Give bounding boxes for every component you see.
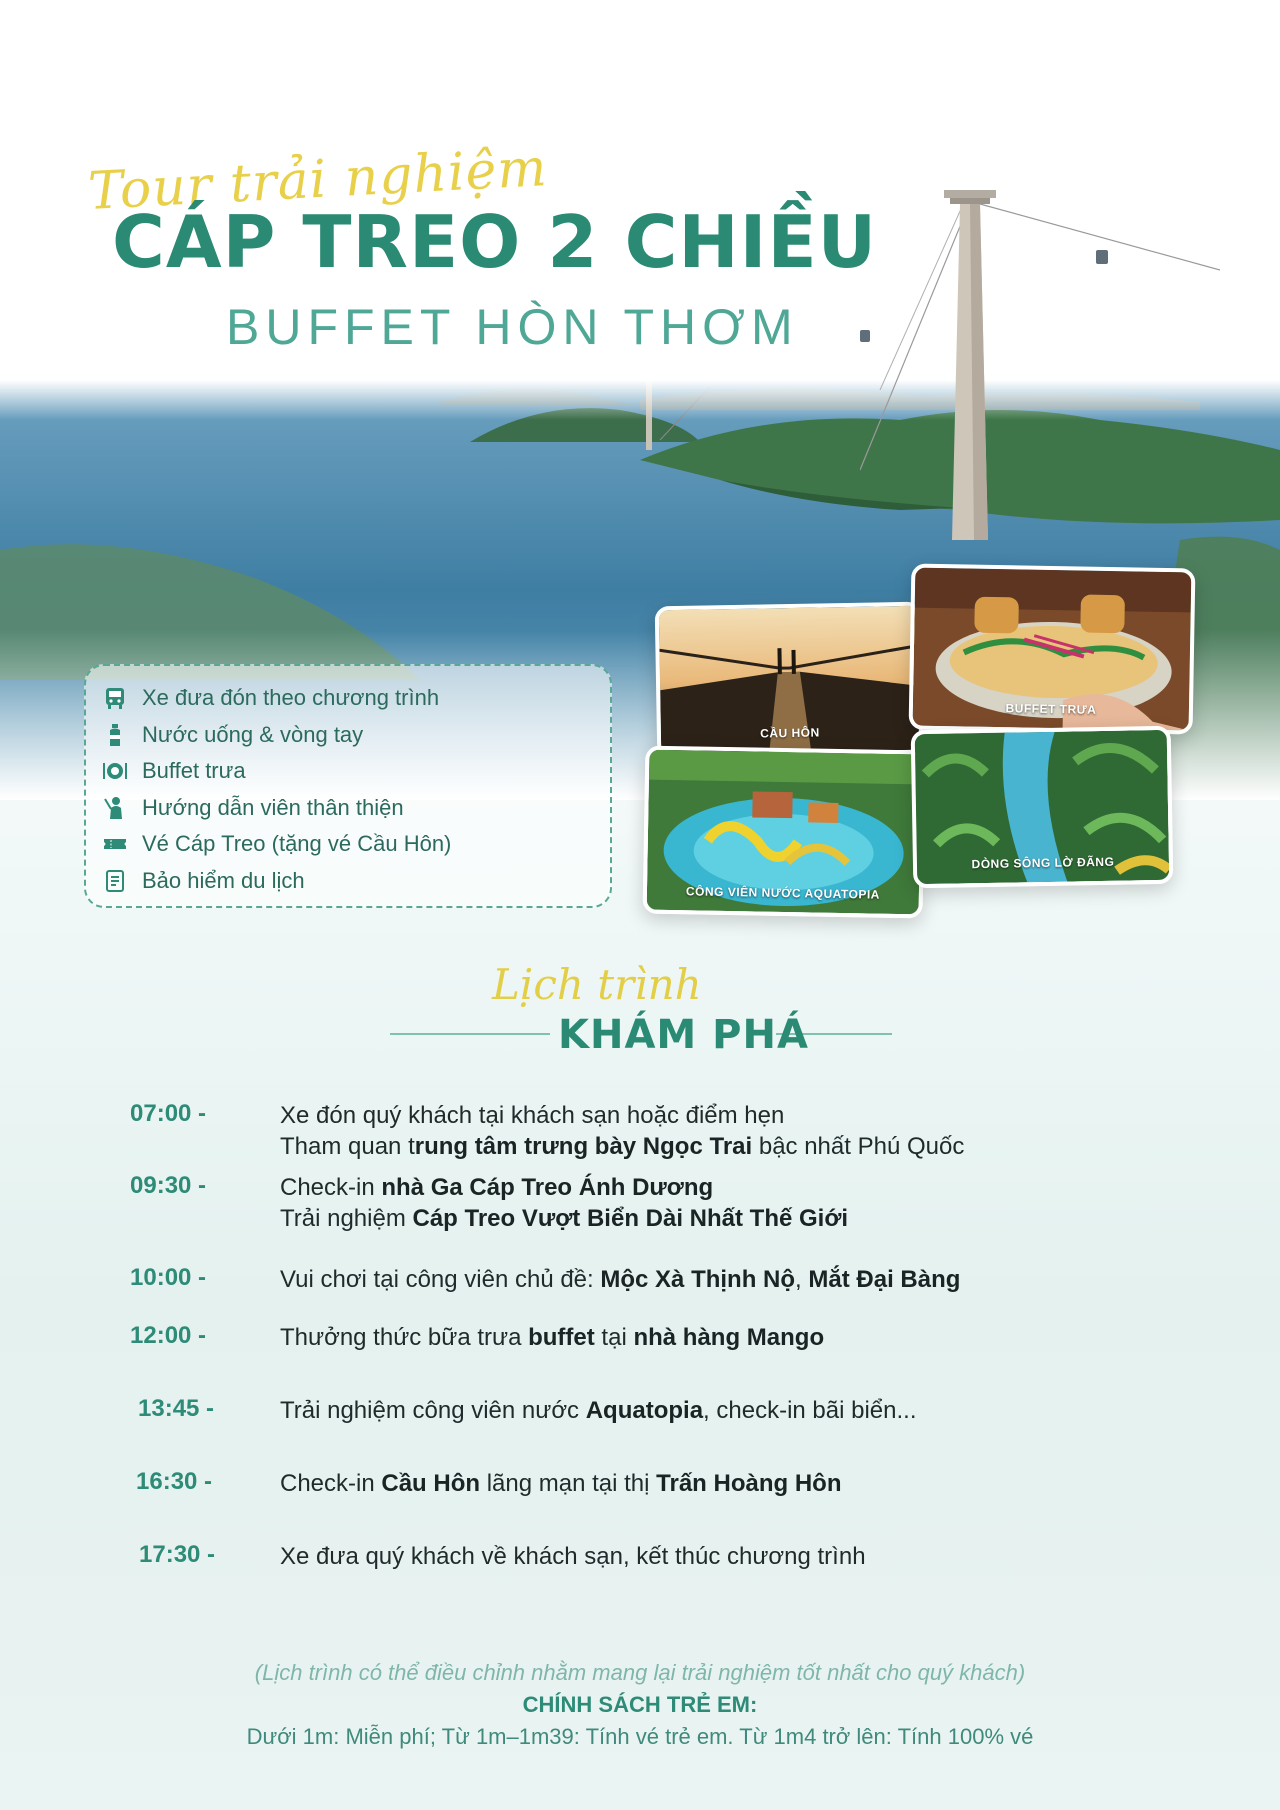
photo-caption: BUFFET TRƯA [1005, 701, 1097, 717]
sub-title: BUFFET HÒN THƠM [226, 299, 799, 355]
ticket-icon [102, 831, 128, 857]
schedule-time: 10:00 - [130, 1264, 207, 1291]
highlight-text: Cầu Hôn [381, 1470, 481, 1497]
schedule-description-line [280, 1322, 824, 1353]
schedule-description [280, 1468, 842, 1499]
footer-note: (Lịch trình có thể điều chỉnh nhằm mang lại trải nghiệm tốt nhất cho quý khách) [254, 1660, 1026, 1685]
schedule-time: 17:30 - [139, 1541, 216, 1568]
photo-buffet-trua [909, 564, 1196, 735]
include-item-buffet [102, 753, 610, 790]
includes-list [86, 666, 610, 899]
water-bottle-icon [102, 722, 128, 748]
footer [0, 1660, 1280, 1750]
highlight-text: rung tâm trưng bày Ngọc Trai [414, 1133, 753, 1160]
schedule-title: KHÁM PHÁ [558, 1012, 809, 1058]
tour-guide-icon [102, 795, 128, 821]
include-item-water [102, 717, 610, 754]
schedule-description-line [280, 1100, 964, 1131]
schedule-heading [0, 960, 1280, 1060]
highlight-text: nhà hàng Mango [633, 1324, 825, 1351]
include-label: Nước uống & vòng tay [142, 721, 364, 747]
plain-text: Check-in [280, 1174, 382, 1201]
schedule-time: 16:30 - [136, 1468, 213, 1495]
include-item-ticket [102, 826, 610, 863]
include-item-insurance [102, 863, 610, 900]
schedule-description-line [280, 1395, 917, 1426]
plain-text: Tham quan t [280, 1133, 415, 1160]
include-label: Xe đưa đón theo chương trình [142, 685, 440, 711]
include-label: Bảo hiểm du lịch [142, 867, 305, 893]
schedule-description [280, 1395, 917, 1426]
schedule-time: 12:00 - [130, 1322, 207, 1349]
highlight-text: nhà Ga Cáp Treo Ánh Dương [381, 1174, 714, 1201]
include-label: Buffet trưa [142, 758, 246, 784]
plain-text: Xe đưa quý khách về khách sạn, kết thúc chương trình [280, 1543, 866, 1570]
highlight-text: buffet [528, 1324, 595, 1351]
bus-icon [102, 685, 128, 711]
include-label: Vé Cáp Treo (tặng vé Cầu Hôn) [142, 831, 452, 857]
plain-text: , [795, 1266, 809, 1293]
includes-box [84, 664, 612, 908]
schedule-description-line [280, 1264, 960, 1295]
plain-text: Trải nghiệm [280, 1205, 413, 1232]
plain-text: Vui chơi tại công viên chủ đề: [280, 1266, 601, 1293]
include-item-transport [102, 680, 610, 717]
highlight-text: Mắt Đại Bàng [808, 1266, 961, 1293]
child-policy-text: Dưới 1m: Miễn phí; Từ 1m–1m39: Tính vé trẻ em. Từ 1m4 trở lên: Tính 100% vé [246, 1724, 1034, 1749]
script-title: Tour trải nghiệm [86, 138, 549, 222]
schedule-description [280, 1172, 848, 1234]
schedule-time: 13:45 - [138, 1395, 215, 1422]
plain-text: bậc nhất Phú Quốc [752, 1133, 965, 1160]
photo-aquatopia [643, 746, 926, 919]
plain-text: Xe đón quý khách tại khách sạn hoặc điểm hẹn [280, 1102, 785, 1129]
heading-line-left [390, 1033, 550, 1035]
schedule-description-line [280, 1541, 866, 1572]
photo-cau-hon [655, 602, 924, 759]
highlight-text: Cáp Treo Vượt Biển Dài Nhất Thế Giới [412, 1205, 849, 1232]
plain-text: Thưởng thức bữa trưa [280, 1324, 529, 1351]
schedule-script-title: Lịch trình [492, 960, 702, 1009]
schedule-description [280, 1100, 964, 1162]
schedule-description [280, 1264, 960, 1295]
photo-caption: CẦU HÔN [760, 725, 820, 741]
schedule-description [280, 1322, 824, 1353]
plain-text: lãng mạn tại thị [480, 1470, 657, 1497]
include-label: Hướng dẫn viên thân thiện [142, 794, 404, 820]
photo-caption: DÒNG SÔNG LỜ ĐÃNG [971, 854, 1115, 872]
plain-text: Trải nghiệm công viên nước [280, 1397, 586, 1424]
insurance-icon [102, 868, 128, 894]
child-policy-title: CHÍNH SÁCH TRẺ EM: [522, 1692, 758, 1717]
dining-icon [102, 758, 128, 784]
schedule-time: 09:30 - [130, 1172, 207, 1199]
plain-text: tại [594, 1324, 634, 1351]
photo-caption: CÔNG VIÊN NƯỚC AQUATOPIA [685, 884, 881, 902]
schedule-time: 07:00 - [130, 1100, 207, 1127]
plain-text: , check-in bãi biển... [703, 1397, 917, 1424]
schedule-description-line [280, 1203, 848, 1234]
highlight-text: Aquatopia [585, 1397, 704, 1424]
hero-title-block [0, 130, 1280, 370]
highlight-text: Trấn Hoàng Hôn [656, 1470, 842, 1497]
main-title: CÁP TREO 2 CHIỀU [112, 200, 878, 284]
photo-song-lo-dang [911, 726, 1174, 889]
schedule-description-line [280, 1468, 842, 1499]
schedule-description-line [280, 1172, 848, 1203]
include-item-guide [102, 790, 610, 827]
schedule-description [280, 1541, 866, 1572]
schedule-description-line [280, 1131, 964, 1162]
highlight-text: Mộc Xà Thịnh Nộ [600, 1266, 796, 1293]
plain-text: Check-in [280, 1470, 382, 1497]
